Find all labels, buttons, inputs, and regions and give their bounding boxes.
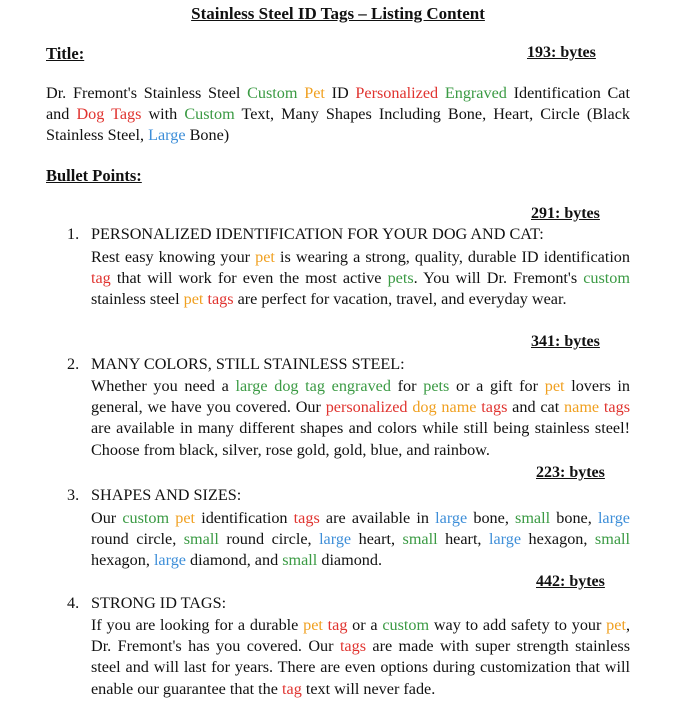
keyword-green: pets: [423, 377, 450, 395]
keyword-red: Dog Tags: [76, 105, 142, 124]
bullet-1-byte-count: 291: bytes: [531, 205, 600, 222]
keyword-green: Engraved: [444, 84, 507, 102]
text-segment: with: [141, 105, 185, 124]
text-segment: are available in: [319, 509, 436, 527]
bullet-1-heading: PERSONALIZED IDENTIFICATION FOR YOUR DOG AND CAT:: [91, 225, 544, 243]
keyword-red: Personalized: [355, 84, 439, 102]
keyword-red: tags: [603, 398, 630, 417]
text-segment: Whether you need a: [91, 377, 236, 395]
text-segment: for: [390, 377, 424, 395]
listing-title-text: [46, 83, 630, 147]
bullet-2-heading: MANY COLORS, STILL STAINLESS STEEL:: [91, 355, 405, 373]
document-heading: Stainless Steel ID Tags – Listing Content: [191, 4, 485, 23]
text-segment: Bone): [185, 126, 230, 145]
text-segment: Our: [91, 509, 123, 527]
keyword-green: Custom: [247, 84, 298, 102]
keyword-orange: name: [564, 398, 600, 417]
keyword-red: tags: [481, 398, 508, 417]
keyword-red: personalized: [325, 398, 408, 417]
text-segment: Identification Cat and: [46, 84, 630, 124]
bullet-4-body: [91, 615, 630, 700]
text-segment: , Dr. Fremont's has you covered. Our: [91, 616, 630, 656]
keyword-red: tags: [293, 509, 320, 527]
text-segment: way to add safety to your: [429, 616, 607, 634]
bullet-3-body: [91, 508, 630, 572]
bullet-3-heading: SHAPES AND SIZES:: [91, 486, 242, 504]
bullet-4-number: 4.: [67, 594, 80, 612]
keyword-orange: dog name: [412, 398, 477, 417]
text-segment: hexagon,: [91, 551, 154, 570]
keyword-orange: pet: [183, 290, 204, 309]
bullet-2-body: [91, 376, 630, 461]
text-segment: or a gift for: [449, 377, 545, 395]
text-segment: Text, Many Shapes Including Bone, Heart, Circle (Black Stainless Steel,: [46, 105, 630, 145]
text-segment: text will never fade.: [301, 679, 436, 698]
bullet-4-heading: STRONG ID TAGS:: [91, 594, 227, 612]
text-segment: If you are looking for a durable: [91, 616, 304, 634]
text-segment: [438, 84, 445, 102]
text-segment: are perfect for vacation, travel, and everyday wear.: [233, 290, 567, 309]
bullet-2-byte-count: 341: bytes: [531, 333, 600, 350]
text-segment: ID: [324, 84, 356, 102]
keyword-orange: pet: [303, 616, 323, 634]
keyword-green: large dog tag engraved: [235, 377, 391, 395]
keyword-orange: pet: [606, 616, 626, 634]
bullet-1-body: [91, 247, 630, 311]
keyword-blue: Large: [148, 126, 186, 145]
text-segment: hexagon,: [521, 530, 595, 549]
bullet-3-byte-count: 223: bytes: [536, 464, 605, 481]
keyword-green: small: [183, 530, 219, 549]
keyword-orange: Pet: [304, 84, 325, 102]
keyword-blue: large: [153, 551, 186, 570]
text-segment: round circle,: [218, 530, 320, 549]
keyword-red: tags: [207, 290, 234, 309]
text-segment: . You will Dr. Fremont's: [413, 269, 584, 288]
text-segment: identification: [195, 509, 294, 527]
keyword-orange: pet: [175, 509, 196, 527]
keyword-blue: large: [488, 530, 522, 549]
text-segment: Dr. Fremont's Stainless Steel: [46, 84, 248, 102]
text-segment: round circle,: [91, 530, 184, 549]
keyword-red: tags: [339, 637, 367, 656]
text-segment: heart,: [437, 530, 489, 549]
text-segment: are available in many different shapes and colors while still being stainless steel! Choose from black, silver, rose gold, gold, blue, and rainbow.: [91, 419, 630, 459]
bullet-1-number: 1.: [67, 225, 80, 243]
keyword-blue: large: [319, 530, 352, 549]
keyword-green: custom: [122, 509, 170, 527]
text-segment: bone,: [467, 509, 516, 527]
title-byte-count: 193: bytes: [527, 44, 596, 61]
keyword-green: custom: [382, 616, 430, 634]
keyword-green: small: [282, 551, 318, 570]
text-segment: bone,: [550, 509, 598, 527]
keyword-orange: pet: [544, 377, 565, 395]
keyword-red: tag: [91, 269, 111, 288]
bullet-points-label: Bullet Points:: [46, 166, 142, 185]
bullet-2-number: 2.: [67, 355, 80, 373]
keyword-green: custom: [583, 269, 630, 288]
bullet-3-number: 3.: [67, 486, 80, 504]
text-segment: lovers in general, we have you covered. Our: [91, 377, 631, 417]
keyword-blue: large: [597, 509, 630, 527]
title-label: Title:: [46, 44, 85, 63]
bullet-4-byte-count: 442: bytes: [536, 573, 605, 590]
text-segment: that will work for even the most active: [110, 269, 388, 288]
keyword-red: tag: [327, 616, 348, 634]
text-segment: or a: [347, 616, 383, 634]
keyword-green: small: [402, 530, 438, 549]
text-segment: and cat: [507, 398, 565, 417]
text-segment: diamond, and: [186, 551, 283, 570]
keyword-green: small: [515, 509, 551, 527]
keyword-green: small: [594, 530, 630, 549]
keyword-green: Custom: [184, 105, 235, 124]
text-segment: are made with super strength stainless steel and will last for years. There are even options during customization that will enable our guarantee that the: [91, 637, 630, 698]
text-segment: is wearing a strong, quality, durable ID identification: [274, 248, 630, 266]
text-segment: heart,: [351, 530, 403, 549]
keyword-blue: large: [435, 509, 468, 527]
text-segment: Rest easy knowing your: [91, 248, 256, 266]
keyword-red: tag: [282, 679, 302, 698]
text-segment: diamond.: [317, 551, 383, 570]
keyword-green: pets: [387, 269, 414, 288]
keyword-orange: pet: [255, 248, 275, 266]
text-segment: stainless steel: [91, 290, 184, 309]
